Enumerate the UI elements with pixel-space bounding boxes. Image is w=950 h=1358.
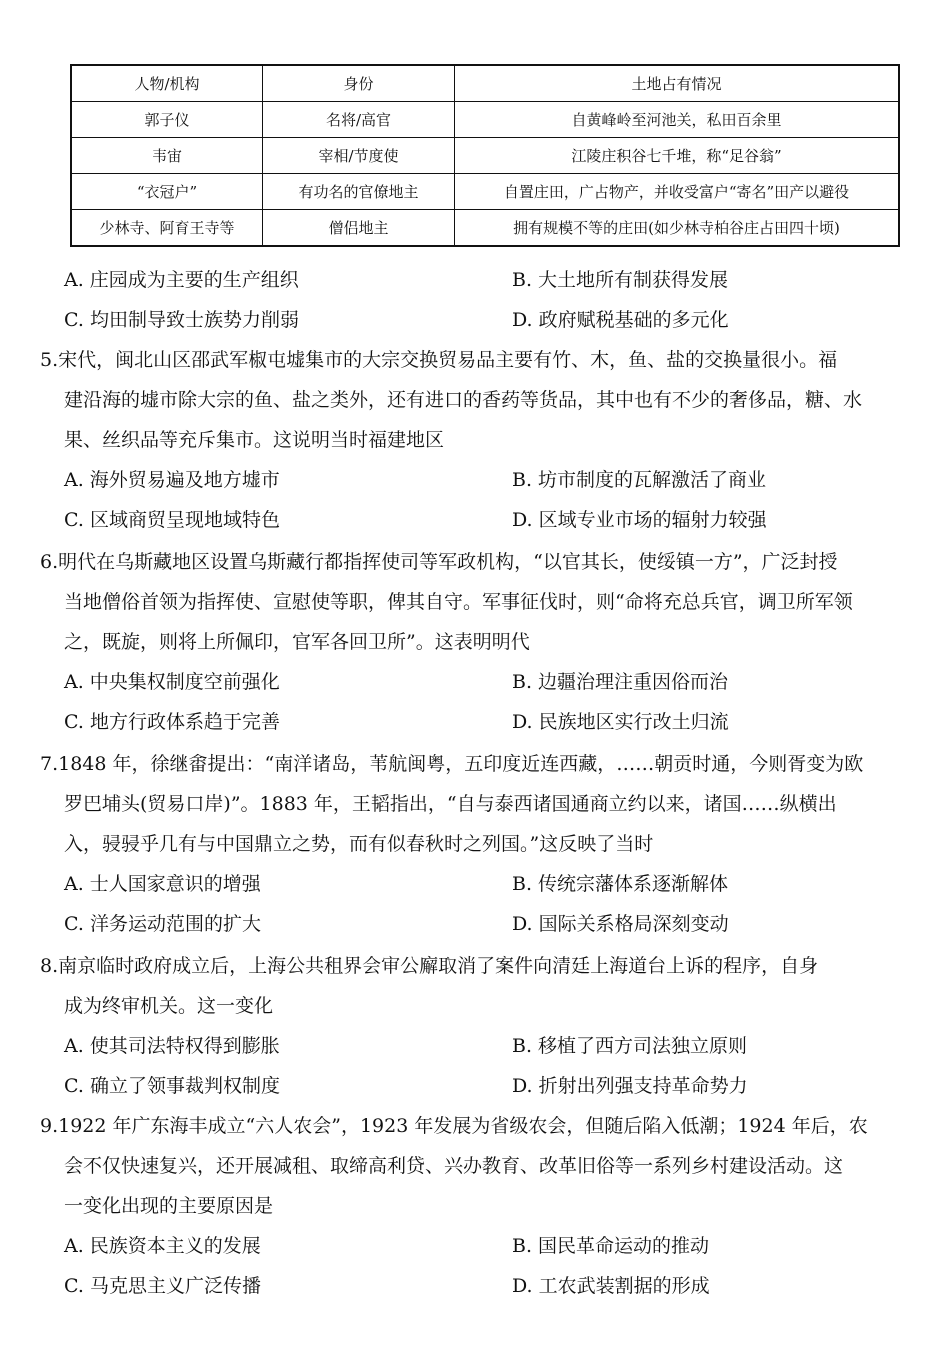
table-row: [71, 102, 899, 138]
table-header-cell: 人物/机构: [71, 65, 263, 102]
option-c[interactable]: C. 均田制导致士族势力削弱: [64, 309, 299, 331]
option-b[interactable]: B. 坊市制度的瓦解激活了商业: [512, 469, 767, 491]
option-group: [40, 1226, 912, 1306]
question-stem-line: 成为终审机关。这一变化: [64, 995, 274, 1017]
table-header-row: [71, 65, 899, 102]
option-group: [40, 1026, 912, 1106]
table-row: [71, 174, 899, 210]
option-a[interactable]: A. 中央集权制度空前强化: [64, 671, 280, 693]
question-stem-line: 会不仅快速复兴，还开展减租、取缔高利贷、兴办教育、改革旧俗等一系列乡村建设活动。这: [64, 1155, 844, 1177]
table-cell: 少林寺、阿育王寺等: [71, 210, 263, 247]
option-d[interactable]: D. 区域专业市场的辐射力较强: [512, 509, 767, 531]
option-d[interactable]: D. 国际关系格局深刻变动: [512, 913, 729, 935]
option-c[interactable]: C. 地方行政体系趋于完善: [64, 711, 280, 733]
option-b[interactable]: B. 大土地所有制获得发展: [512, 269, 729, 291]
question-stem-line: 8.南京临时政府成立后，上海公共租界会审公廨取消了案件向清廷上海道台上诉的程序，自身: [40, 955, 819, 977]
option-b[interactable]: B. 国民革命运动的推动: [512, 1235, 710, 1257]
option-c[interactable]: C. 确立了领事裁判权制度: [64, 1075, 280, 1097]
option-a[interactable]: A. 民族资本主义的发展: [64, 1235, 261, 1257]
question-stem-line: 5.宋代，闽北山区邵武军椒屯墟集市的大宗交换贸易品主要有竹、木，鱼、盐的交换量很小。福: [40, 349, 838, 371]
table-cell: 有功名的官僚地主: [263, 174, 455, 210]
question-6: [40, 542, 912, 742]
question-stem-line: 建沿海的墟市除大宗的鱼、盐之类外，还有进口的香药等货品，其中也有不少的奢侈品，糖、水: [64, 389, 863, 411]
question-stem-line: 7.1848 年，徐继畬提出：“南洋诸岛，苇航闽粤，五印度近连西藏，……朝贡时通，今则胥变为欧: [40, 753, 864, 775]
question-7: [40, 744, 912, 944]
option-c[interactable]: C. 区域商贸呈现地域特色: [64, 509, 280, 531]
option-d[interactable]: D. 工农武装割据的形成: [512, 1275, 710, 1297]
question-stem-line: 之，既旋，则将上所佩印，官军各回卫所”。这表明明代: [64, 631, 530, 653]
option-d[interactable]: D. 民族地区实行改土归流: [512, 711, 729, 733]
question-stem-line: 9.1922 年广东海丰成立“六人农会”，1923 年发展为省级农会，但随后陷入低潮；1924 年后，农: [40, 1115, 868, 1137]
option-a[interactable]: A. 士人国家意识的增强: [64, 873, 261, 895]
question-stem-line: 入，骎骎乎几有与中国鼎立之势，而有似春秋时之列国。”这反映了当时: [64, 833, 654, 855]
table-cell: 自黄峰岭至河池关，私田百余里: [455, 102, 900, 138]
table-row: [71, 138, 899, 174]
table-cell: 僧侣地主: [263, 210, 455, 247]
option-c[interactable]: C. 马克思主义广泛传播: [64, 1275, 261, 1297]
option-b[interactable]: B. 边疆治理注重因俗而治: [512, 671, 729, 693]
table-cell: 韦宙: [71, 138, 263, 174]
option-group: [40, 662, 912, 742]
option-c[interactable]: C. 洋务运动范围的扩大: [64, 913, 261, 935]
option-b[interactable]: B. 传统宗藩体系逐渐解体: [512, 873, 729, 895]
table-cell: 名将/高官: [263, 102, 455, 138]
table-header-cell: 土地占有情况: [455, 65, 900, 102]
question-9: [40, 1106, 912, 1306]
table-cell: “衣冠户”: [71, 174, 263, 210]
question-4-options: [40, 260, 912, 340]
table-cell: 拥有规模不等的庄田(如少林寺柏谷庄占田四十顷): [455, 210, 900, 247]
option-b[interactable]: B. 移植了西方司法独立原则: [512, 1035, 748, 1057]
option-d[interactable]: D. 折射出列强支持革命势力: [512, 1075, 748, 1097]
question-stem-line: 当地僧俗首领为指挥使、宣慰使等职，俾其自守。军事征伐时，则“命将充总兵官，调卫所军领: [64, 591, 853, 613]
option-group: [40, 460, 912, 540]
option-d[interactable]: D. 政府赋税基础的多元化: [512, 309, 729, 331]
option-group: [40, 260, 912, 340]
table-cell: 江陵庄积谷七千堆，称“足谷翁”: [455, 138, 900, 174]
table-header-cell: 身份: [263, 65, 455, 102]
option-a[interactable]: A. 使其司法特权得到膨胀: [64, 1035, 280, 1057]
question-stem-line: 6.明代在乌斯藏地区设置乌斯藏行都指挥使司等军政机构，“以官其长，使绥镇一方”，广泛封授: [40, 551, 838, 573]
land-ownership-table: [70, 64, 900, 247]
question-5: [40, 340, 912, 540]
question-stem-line: 罗巴埔头(贸易口岸)”。1883 年，王韬指出，“自与泰西诸国通商立约以来，诸国……纵横出: [64, 793, 837, 815]
question-stem-line: 一变化出现的主要原因是: [64, 1195, 274, 1217]
option-a[interactable]: A. 庄园成为主要的生产组织: [64, 269, 299, 291]
table-row: [71, 210, 899, 247]
table-cell: 自置庄田，广占物产，并收受富户“寄名”田产以避役: [455, 174, 900, 210]
option-group: [40, 864, 912, 944]
table-cell: 郭子仪: [71, 102, 263, 138]
question-8: [40, 946, 912, 1106]
option-a[interactable]: A. 海外贸易遍及地方墟市: [64, 469, 280, 491]
table-cell: 宰相/节度使: [263, 138, 455, 174]
question-stem-line: 果、丝织品等充斥集市。这说明当时福建地区: [64, 429, 445, 451]
